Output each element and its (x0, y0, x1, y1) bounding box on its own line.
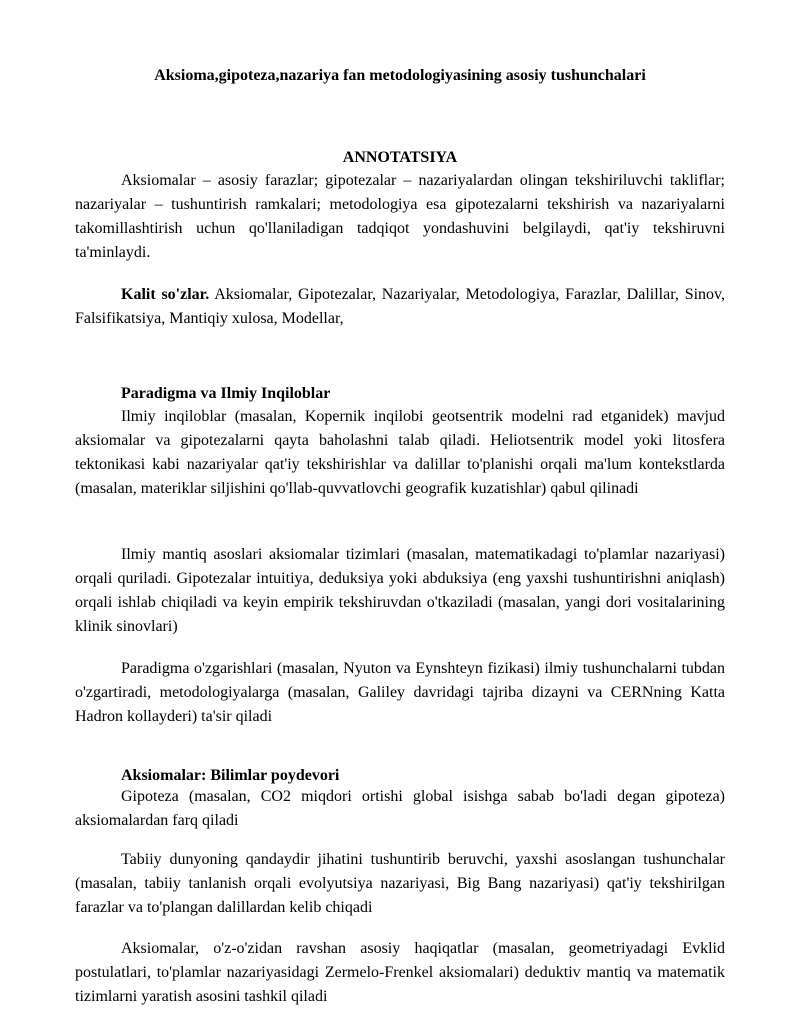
document-title: Aksioma,gipoteza,nazariya fan metodologiyasining asosiy tushunchalari (154, 67, 646, 84)
paragraph-scientific-logic: Ilmiy mantiq asoslari aksiomalar tizimlari (masalan, matematikadagi to'plamlar nazariyasi) orqali quriladi. Gipotezalar intuitiya, deduksiya yoki abduksiya (eng yaxshi tushuntirishni aniqlash) orqali ishlab chiqiladi va keyin empirik tekshiruvdan o'tkaziladi (masalan, yangi dori vositalarining klinik sinovlari) (75, 546, 725, 635)
annotation-heading: ANNOTATSIYA (342, 149, 458, 166)
annotation-paragraph: Aksiomalar – asosiy farazlar; gipotezalar – nazariyalardan olingan tekshiriluvchi takliflar; nazariyalar – tushuntirish ramkalari; metodologiya esa gipotezalarni tekshirish va nazariyalarni takomillashtirish uchun qo'llaniladigan tadqiqot yondashuvini belgilaydi, qat'iy tekshiruvni ta'minlaydi. (75, 172, 725, 261)
keywords-label: Kalit so'zlar. (121, 286, 210, 303)
keywords-paragraph (75, 283, 725, 331)
paragraph-axioms: Aksiomalar, o'z-o'zidan ravshan asosiy haqiqatlar (masalan, geometriyadagi Evklid postulatlari, to'plamlar nazariyasidagi Zermelo-Frenkel aksiomalari) deduktiv mantiq va matematik tizimlarni yaratish asosini tashkil qiladi (75, 940, 725, 1005)
paragraph-revolutions: Ilmiy inqiloblar (masalan, Kopernik inqilobi geotsentrik modelni rad etganidek) mavjud aksiomalar va gipotezalarni qayta baholashni talab qiladi. Heliotsentrik model yoki litosfera tektonikasi kabi nazariyalar qat'iy tekshirishlar va dalillar to'planishi orqali ma'lum kontekstlarda (masalan, materiklar siljishini qo'llab-quvvatlovchi geografik kuzatishlar) qabul qilinadi (75, 408, 725, 497)
section-heading-paradigm: Paradigma va Ilmiy Inqiloblar (121, 385, 331, 402)
paragraph-hypothesis: Gipoteza (masalan, CO2 miqdori ortishi global isishga sabab bo'ladi degan gipoteza) aksiomalardan farq qiladi (75, 788, 725, 829)
paragraph-theories: Tabiiy dunyoning qandaydir jihatini tushuntirib beruvchi, yaxshi asoslangan tushunchalar (masalan, tabiiy tanlanish orqali evolyutsiya nazariyasi, Big Bang nazariyasi) qat'iy tekshirilgan farazlar va to'plangan dalillardan kelib chiqadi (75, 851, 725, 916)
section-heading-axioms: Aksiomalar: Bilimlar poydevori (121, 767, 340, 784)
paragraph-paradigm-shifts: Paradigma o'zgarishlari (masalan, Nyuton va Eynshteyn fizikasi) ilmiy tushunchalarni tubdan o'zgartiradi, metodologiyalarga (masalan, Galiley davridagi tajriba dizayni va CERNning Katta Hadron kollayderi) ta'sir qiladi (75, 660, 725, 725)
keywords-list: Aksiomalar, Gipotezalar, Nazariyalar, Metodologiya, Farazlar, Dalillar, Sinov, Falsifikatsiya, Mantiqiy xulosa, Modellar, (75, 286, 726, 327)
